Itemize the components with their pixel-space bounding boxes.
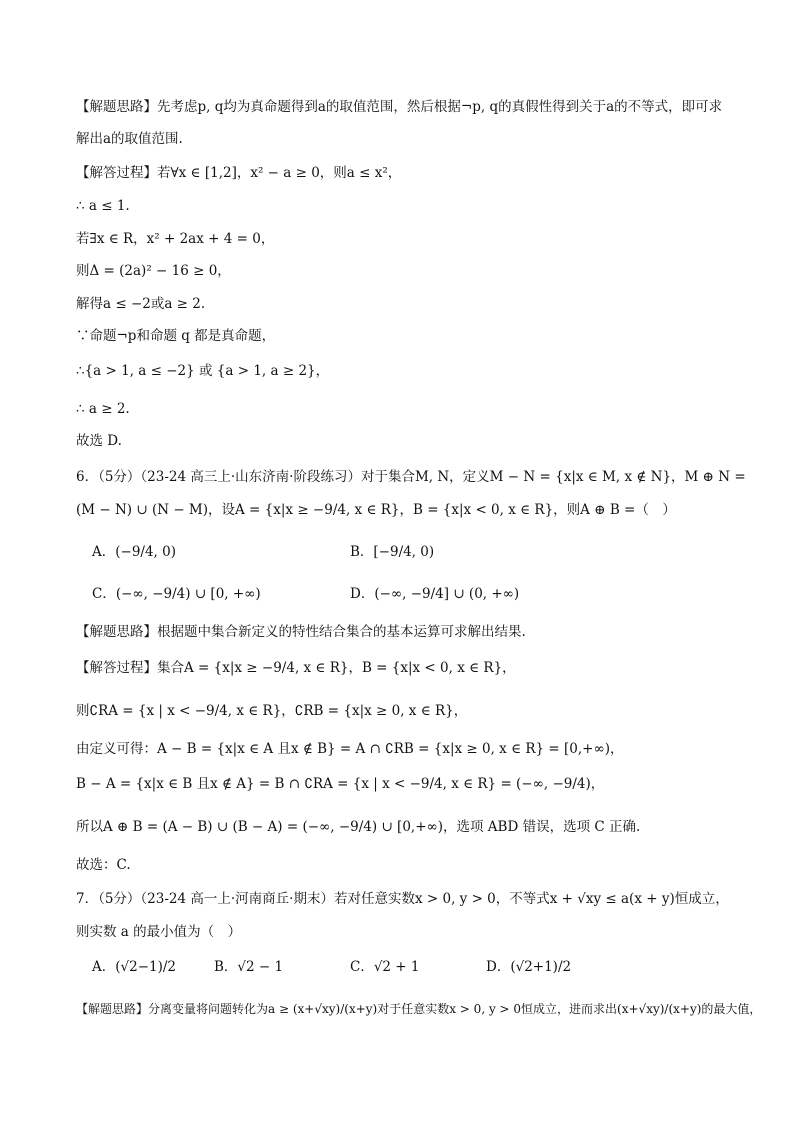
text-line: 故选 D. bbox=[76, 433, 122, 449]
q6-option-b: B．[−9/4, 0) bbox=[350, 544, 435, 560]
text-line: 则∁RA = {x | x < −9/4, x ∈ R}，∁RB = {x|x ≥ 0, x ∈ R}， bbox=[76, 703, 468, 719]
text-line: 若∃x ∈ R，x² + 2ax + 4 = 0， bbox=[76, 231, 275, 247]
text-line: B − A = {x|x ∈ B 且x ∉ A} = B ∩ ∁RA = {x | x < −9/4, x ∈ R} = (−∞, −9/4)， bbox=[76, 776, 605, 792]
text-line: 由定义可得：A − B = {x|x ∈ A 且x ∉ B} = A ∩ ∁RB = {x|x ≥ 0, x ∈ R} = [0,+∞)， bbox=[76, 741, 624, 757]
text-line: ∴ a ≤ 1. bbox=[76, 198, 130, 214]
text-line: ∴{a > 1, a ≤ −2} 或 {a > 1, a ≥ 2}， bbox=[76, 363, 330, 379]
text-line: 【解答过程】集合A = {x|x ≥ −9/4, x ∈ R}，B = {x|x < 0, x ∈ R}， bbox=[76, 660, 516, 676]
q6-option-c: C．(−∞, −9/4) ∪ [0, +∞) bbox=[92, 586, 261, 602]
text-line: 解得a ≤ −2或a ≥ 2. bbox=[76, 296, 206, 312]
text-line: 则Δ = (2a)² − 16 ≥ 0， bbox=[76, 263, 231, 279]
text-line: 【解题思路】先考虑p, q均为真命题得到a的取值范围，然后根据¬p, q的真假性得到关于a的不等式，即可求 bbox=[76, 99, 723, 115]
question-6-stem: 6．（5分）（23-24 高三上·山东济南·阶段练习）对于集合M, N，定义M − N = {x|x ∈ M, x ∉ N}，M ⊕ N = bbox=[76, 469, 746, 485]
text-line: 【解答过程】若∀x ∈ [1,2]，x² − a ≥ 0，则a ≤ x²， bbox=[76, 165, 402, 181]
q6-option-a: A．(−9/4, 0) bbox=[92, 544, 176, 560]
text-line: 解出a的取值范围. bbox=[76, 131, 183, 147]
question-7-stem: 7．（5分）（23-24 高一上·河南商丘·期末）若对任意实数x > 0, y > 0，不等式x + √xy ≤ a(x + y)恒成立， bbox=[76, 891, 729, 907]
text-line: 所以A ⊕ B = (A − B) ∪ (B − A) = (−∞, −9/4) ∪ [0,+∞)，选项 ABD 错误，选项 C 正确. bbox=[76, 819, 641, 835]
q7-option-c: C．√2 + 1 bbox=[350, 959, 420, 975]
q7-option-d: D．(√2+1)/2 bbox=[486, 959, 572, 975]
q6-option-d: D．(−∞, −9/4] ∪ (0, +∞) bbox=[350, 586, 520, 602]
question-7-stem: 则实数 a 的最小值为（ ） bbox=[76, 924, 242, 940]
question-6-stem: (M − N) ∪ (N − M)，设A = {x|x ≥ −9/4, x ∈ R}，B = {x|x < 0, x ∈ R}，则A ⊕ B =（ ） bbox=[76, 502, 676, 518]
q7-option-b: B．√2 − 1 bbox=[214, 959, 284, 975]
text-line: 【解题思路】分离变量将问题转化为a ≥ (x+√xy)/(x+y)对于任意实数x > 0, y > 0恒成立，进而求出(x+√xy)/(x+y)的最大值， bbox=[76, 1002, 762, 1016]
q7-option-a: A．(√2−1)/2 bbox=[92, 959, 177, 975]
text-line: 【解题思路】根据题中集合新定义的特性结合集合的基本运算可求解出结果. bbox=[76, 624, 526, 640]
text-line: ∴ a ≥ 2. bbox=[76, 401, 130, 417]
text-line: ∵命题¬p和命题 q 都是真命题， bbox=[76, 328, 276, 344]
text-line: 故选：C. bbox=[76, 857, 131, 873]
